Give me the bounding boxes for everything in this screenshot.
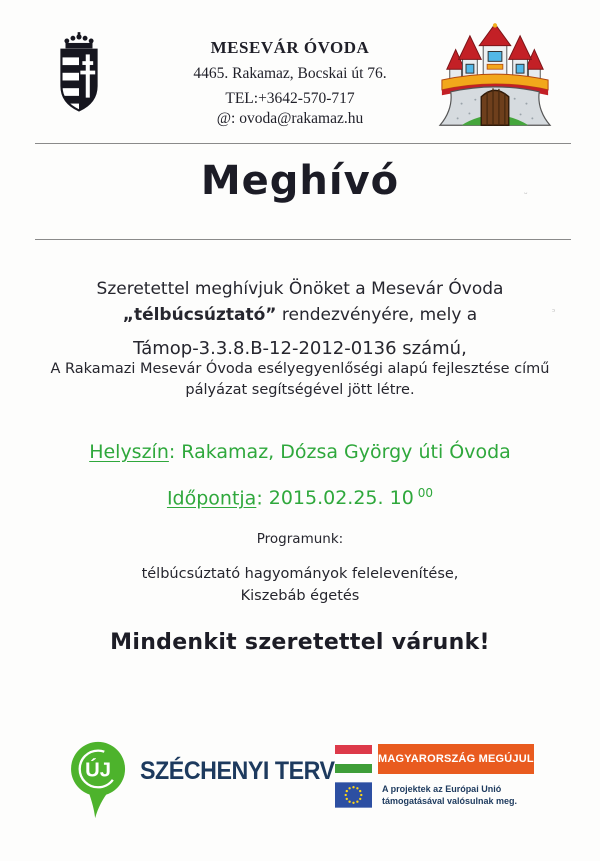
eu-funding-text — [382, 784, 517, 807]
eu-flag-icon — [335, 782, 372, 808]
eu-funding-line1: A projektek az Európai Unió — [382, 784, 502, 794]
hungarian-flag-icon — [335, 745, 372, 773]
invitation-paragraph — [0, 276, 600, 328]
organization-header — [110, 38, 470, 128]
eu-funding-notice — [335, 782, 518, 808]
closing-message: Mindenkit szeretettel várunk! — [110, 630, 490, 655]
magyarorszag-megujul-logo — [335, 744, 534, 774]
event-name: „télbúcsúztató” — [122, 305, 277, 325]
megujul-banner: MAGYARORSZÁG MEGÚJUL — [378, 744, 534, 774]
divider-bottom — [35, 239, 571, 240]
document-title: Meghívó — [200, 158, 400, 204]
datetime-minutes: 00 — [417, 486, 434, 500]
project-title-line: A Rakamazi Mesevár Óvoda esélyegyenlőségi alapú fejlesztése című — [50, 361, 550, 377]
datetime-value: 2015.02.25. 10 — [268, 487, 414, 510]
organization-name: MESEVÁR ÓVODA — [210, 38, 370, 57]
datetime-line — [0, 486, 600, 509]
location-line — [0, 441, 600, 463]
scan-speck: ᵓ — [552, 308, 556, 318]
program-item-2: Kiszebáb égetés — [240, 588, 360, 604]
location-label: Helyszín — [89, 441, 169, 463]
organization-phone: TEL:+3642-570-717 — [225, 90, 355, 107]
organization-address: 4465. Rakamaz, Bocskai út 76. — [193, 65, 387, 82]
program-list — [0, 563, 600, 607]
government-logos — [335, 744, 534, 808]
datetime-label: Időpontja — [166, 487, 257, 510]
invitation-line2 — [0, 302, 600, 328]
program-heading: Programunk: — [256, 531, 344, 547]
szechenyi-terv-logo — [64, 740, 349, 822]
svg-text:ÚJ: ÚJ — [85, 759, 111, 782]
datetime-separator: : — [256, 487, 263, 510]
hungarian-coat-of-arms-icon — [52, 30, 106, 118]
project-closing-line: pályázat segítségével jött létre. — [185, 382, 415, 398]
program-item-1: télbúcsúztató hagyományok felelevenítése, — [141, 566, 459, 582]
project-number: Támop-3.3.8.B-12-2012-0136 számú, — [133, 338, 467, 359]
divider-top — [35, 143, 571, 144]
scan-speck: ᵕ — [524, 190, 528, 200]
szechenyi-terv-label: SZÉCHENYI TERV — [140, 757, 335, 785]
location-separator: : — [168, 441, 176, 463]
location-value: Rakamaz, Dózsa György úti Óvoda — [181, 441, 511, 463]
uj-pin-icon — [64, 740, 134, 822]
castle-illustration-icon — [436, 22, 554, 140]
invitation-line1: Szeretettel meghívjuk Önöket a Mesevár Óvoda — [96, 279, 504, 299]
project-paragraph — [0, 338, 600, 401]
eu-funding-line2: támogatásával valósulnak meg. — [382, 795, 518, 806]
invitation-line2-rest: rendezvényére, mely a — [276, 305, 478, 325]
organization-email: @: ovoda@rakamaz.hu — [216, 110, 364, 127]
